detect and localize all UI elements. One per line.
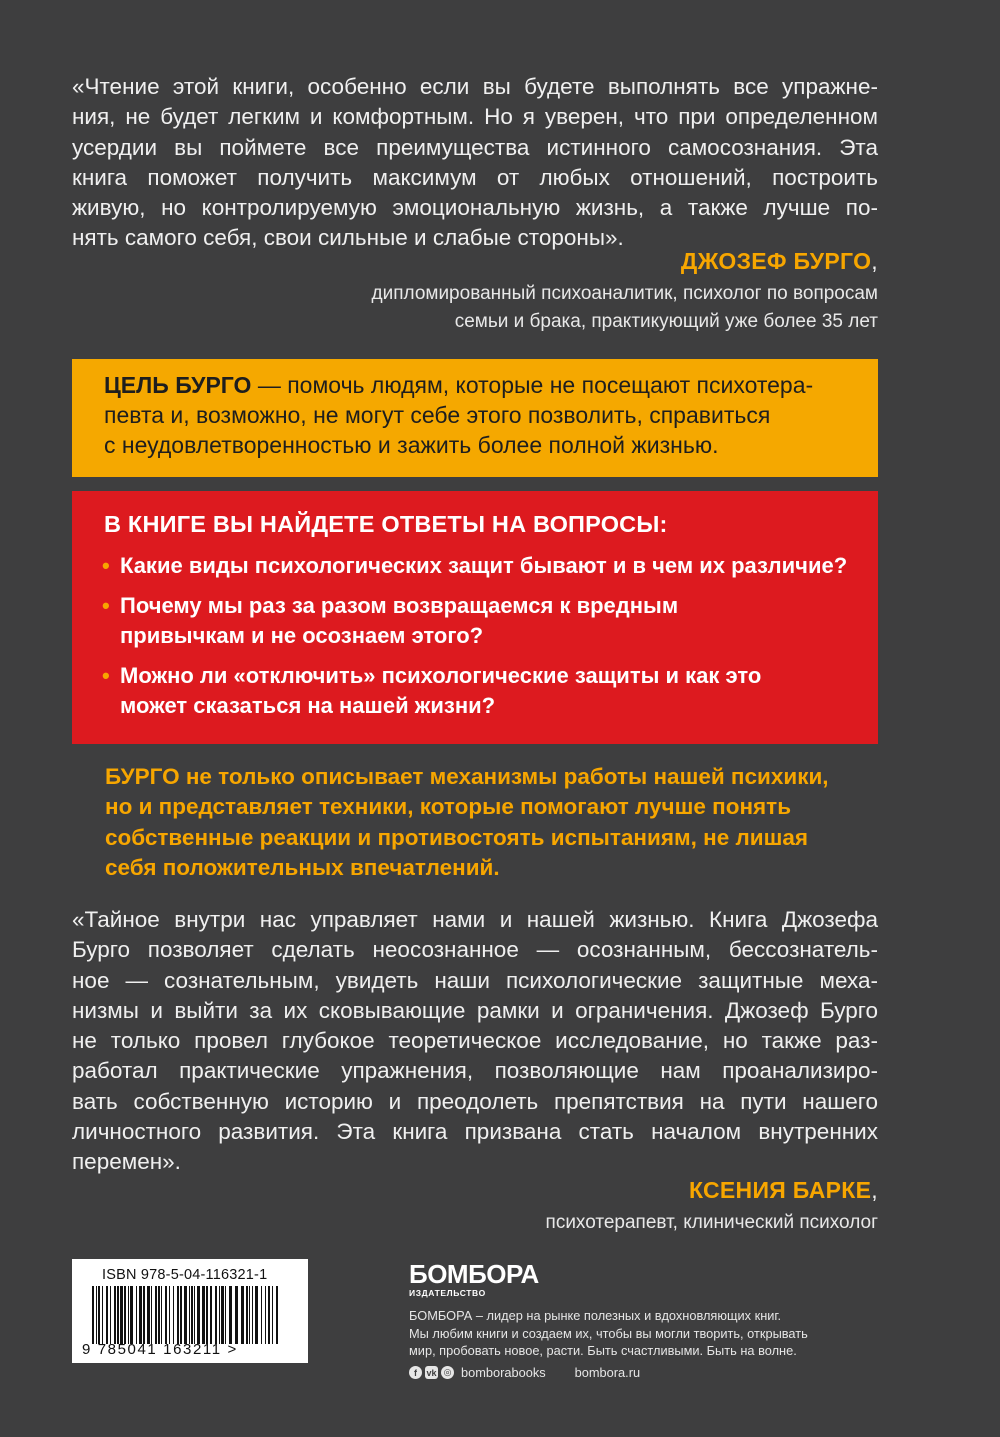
highlight-line: собственные реакции и противостоять испытаниям, не лишая (105, 824, 808, 850)
author-name-text: ДЖОЗЕФ БУРГО (680, 248, 872, 274)
second-quote (72, 905, 878, 1178)
quote-line: усердии вы поймете все преимущества истинного самосознания. Эта (72, 134, 878, 160)
question-item (104, 661, 878, 721)
questions-title: В КНИГЕ ВЫ НАЙДЕТЕ ОТВЕТЫ НА ВОПРОСЫ: (104, 511, 668, 537)
highlight-paragraph (105, 762, 829, 883)
quote-line: личностного развития. Эта книга призвана стать началом внутренних (72, 1119, 878, 1145)
goal-text: — помочь людям, которые не посещают психотера- (251, 372, 814, 398)
quote-line: ния, не будет легким и комфортным. Но я уверен, что при определенном (72, 104, 878, 130)
facebook-icon[interactable]: f (409, 1366, 422, 1379)
questions-box (72, 491, 878, 744)
isbn-label: ISBN 978-5-04-116321-1 (102, 1267, 268, 1283)
question-item (104, 551, 878, 581)
quote-line: работал практические упражнения, позволяющие нам проанализиро- (72, 1058, 878, 1084)
question-line: Можно ли «отключить» психологические защиты и как это (120, 663, 762, 688)
intro-quote (72, 72, 878, 254)
quote-line: нять самого себя, свои сильные и слабые стороны». (72, 225, 624, 251)
quote-line: низмы и выйти за их сковывающие рамки и ограничения. Джозеф Бурго (72, 997, 878, 1023)
question-line: Какие виды психологических защит бывают и в чем их различие? (120, 553, 848, 578)
isbn-barcode (72, 1259, 308, 1363)
question-line: может сказаться на нашей жизни? (120, 693, 496, 718)
quote-line: Бурго позволяет сделать неосознанное — осознанным, бессознатель- (72, 937, 878, 963)
author-role-line: дипломированный психоаналитик, психолог по вопросам (371, 283, 878, 304)
question-item (104, 591, 878, 651)
publisher-subtitle: ИЗДАТЕЛЬСТВО (409, 1288, 486, 1298)
quote2-author (689, 1177, 878, 1204)
publisher-desc-line: мир, пробовать новое, расти. Быть счастливыми. Быть на волне. (409, 1343, 797, 1358)
social-links (409, 1365, 640, 1380)
goal-bold: ЦЕЛЬ БУРГО (104, 372, 252, 398)
quote-author (681, 248, 878, 275)
goal-line: певта и, возможно, не могут себе этого позволить, справиться (104, 402, 771, 428)
instagram-icon[interactable]: ◎ (441, 1366, 454, 1379)
author-name-text: КСЕНИЯ БАРКЕ (688, 1177, 872, 1203)
goal-line (104, 370, 846, 400)
publisher-desc-line: Мы любим книги и создаем их, чтобы вы могли творить, открывать (409, 1325, 808, 1341)
goal-line: с неудовлетворенностью и зажить более полной жизнью. (104, 432, 719, 458)
author-comma: , (871, 1177, 878, 1203)
bullet-icon: • (102, 593, 110, 618)
highlight-line: себя положительных впечатлений. (105, 854, 500, 880)
quote-line: не только провел глубокое теоретическое исследование, но также раз- (72, 1028, 878, 1054)
barcode-icon (92, 1286, 280, 1344)
vk-icon[interactable]: vk (426, 1367, 437, 1378)
publisher-desc-line: БОМБОРА – лидер на рынке полезных и вдохновляющих книг. (409, 1308, 782, 1323)
quote-line: перемен». (72, 1149, 181, 1175)
question-line: привычкам и не осознаем этого? (120, 623, 484, 648)
author-role (546, 1209, 878, 1237)
quote-line: книга поможет получить максимум от любых отношений, построить (72, 164, 878, 190)
highlight-line: но и представляет техники, которые помогают лучше понять (105, 794, 792, 820)
author-role (372, 280, 878, 336)
goal-box (72, 359, 878, 477)
quote-line: вать собственную историю и преодолеть препятствия на пути нашего (72, 1088, 878, 1114)
barcode-digits: 9 785041 163211 > (82, 1341, 238, 1358)
bullet-icon: • (102, 553, 110, 578)
website-link[interactable]: bombora.ru (574, 1365, 641, 1380)
quote-line: ное — сознательным, увидеть наши психологические защитные меха- (72, 967, 878, 993)
publisher-logo: БОМБОРА (409, 1259, 539, 1289)
quote-line: «Тайное внутри нас управляет нами и нашей жизнью. Книга Джозефа (72, 907, 878, 932)
quote-line: живую, но контролируемую эмоциональную жизнь, а также лучше по- (72, 195, 878, 221)
publisher-description (409, 1307, 808, 1360)
social-handle[interactable]: bomborabooks (461, 1365, 546, 1380)
bullet-icon: • (102, 663, 110, 688)
author-role-line: семьи и брака, практикующий уже более 35 лет (454, 311, 878, 332)
author-role-line: психотерапевт, клинический психолог (545, 1212, 878, 1233)
author-comma: , (871, 248, 878, 274)
highlight-line: БУРГО не только описывает механизмы работы нашей психики, (105, 764, 829, 789)
question-line: Почему мы раз за разом возвращаемся к вредным (120, 593, 679, 618)
quote-line: «Чтение этой книги, особенно если вы будете выполнять все упражне- (72, 74, 878, 99)
